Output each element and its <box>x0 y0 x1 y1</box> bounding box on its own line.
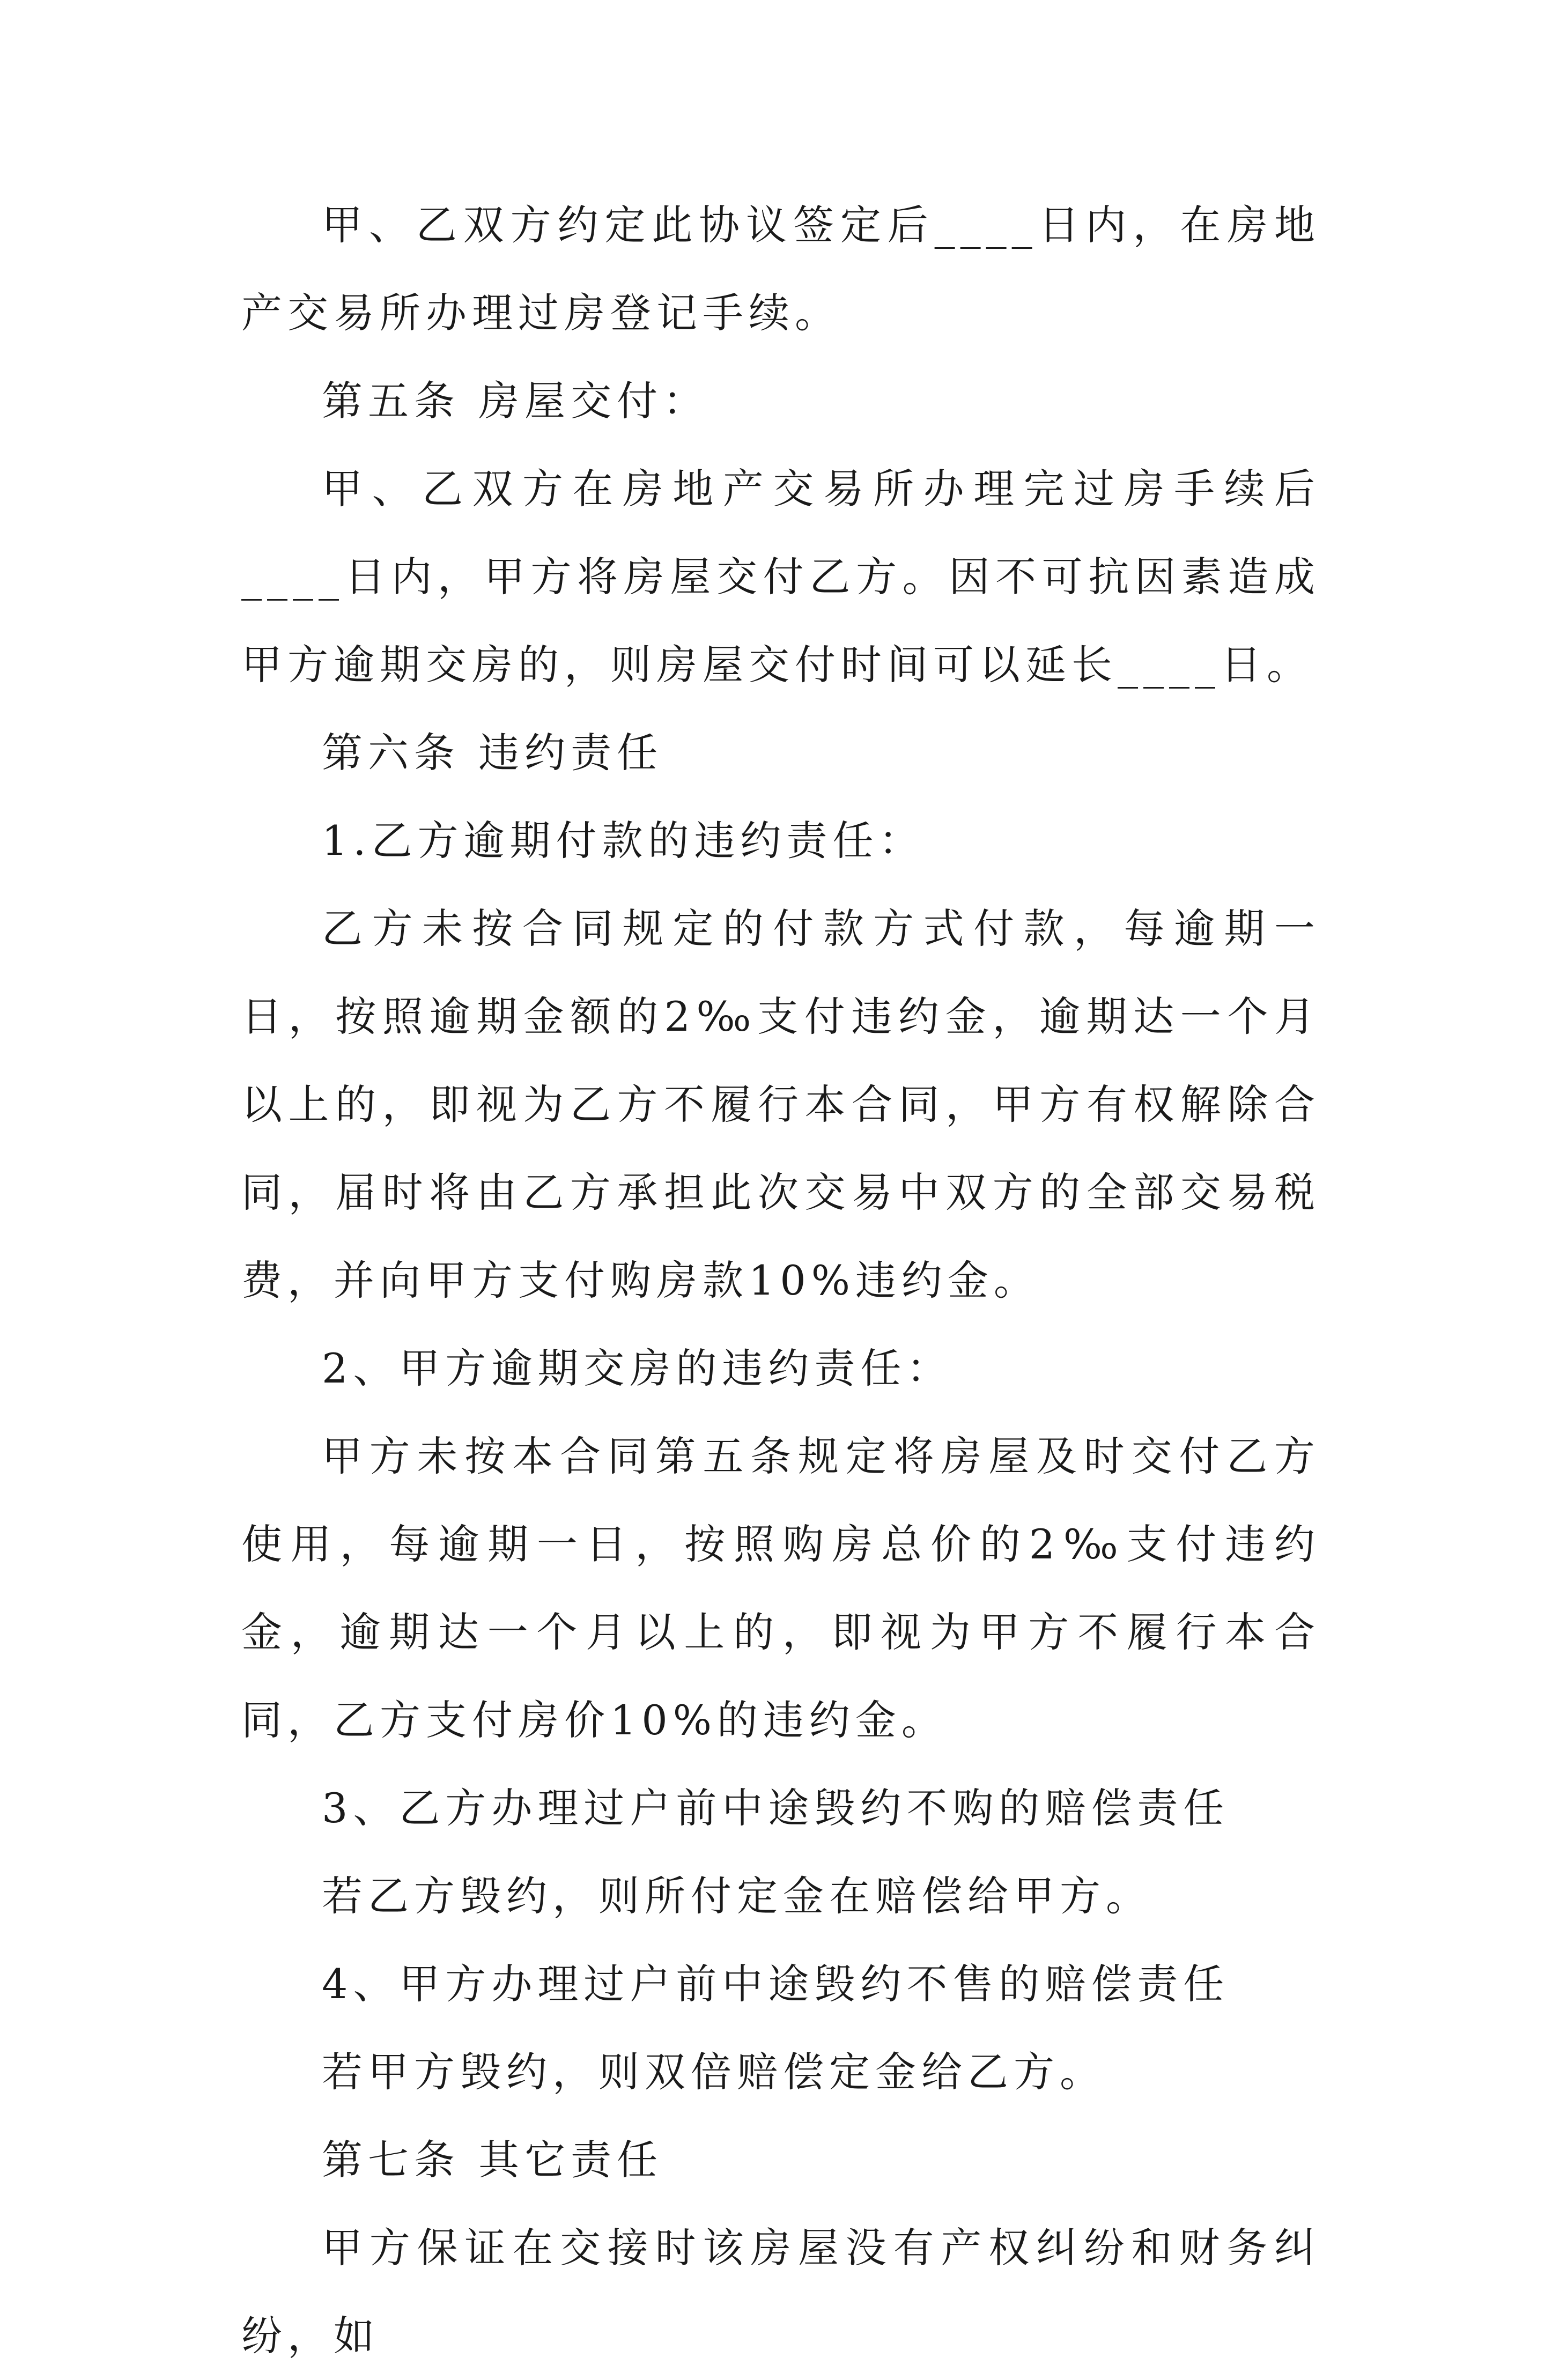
clause-1-heading: 1.乙方逾期付款的违约责任： <box>322 817 925 864</box>
clause-4-heading: 4、甲方办理过户前中途毁约不售的赔偿责任 <box>322 1960 1230 2008</box>
article-6-heading: 第六条 违约责任 <box>322 729 663 777</box>
contract-body <box>241 181 1320 2380</box>
paragraph-registration-deadline: 甲、乙双方约定此协议签定后____日内，在房地产交易所办理过房登记手续。 <box>241 201 1320 337</box>
paragraph-buyer-late-payment: 乙方未按合同规定的付款方式付款，每逾期一日，按照逾期金额的2‰支付违约金，逾期达一个月以上的，即视为乙方不履行本合同，甲方有权解除合同，届时将由乙方承担此次交易中双方的全部交易税费，并向甲方支付购房款10%违约金。 <box>241 905 1320 1304</box>
clause-2-heading: 2、甲方逾期交房的违约责任： <box>322 1344 953 1392</box>
article-5-heading: 第五条 房屋交付： <box>322 377 710 425</box>
article-7-heading: 第七条 其它责任 <box>322 2136 663 2184</box>
paragraph-seller-late-delivery: 甲方未按本合同第五条规定将房屋及时交付乙方使用，每逾期一日，按照购房总价的2‰支付违约金，逾期达一个月以上的，即视为甲方不履行本合同，乙方支付房价10%的违约金。 <box>241 1432 1320 1744</box>
clause-3-heading: 3、乙方办理过户前中途毁约不购的赔偿责任 <box>322 1784 1230 1832</box>
paragraph-buyer-default: 若乙方毁约，则所付定金在赔偿给甲方。 <box>322 1872 1152 1920</box>
paragraph-other-liabilities: 甲方保证在交接时该房屋没有产权纠纷和财务纠纷，如 <box>241 2224 1320 2360</box>
paragraph-seller-default: 若甲方毁约，则双倍赔偿定金给乙方。 <box>322 2048 1106 2096</box>
paragraph-house-delivery: 甲、乙双方在房地产交易所办理完过房手续后____日内，甲方将房屋交付乙方。因不可抗因素造成甲方逾期交房的，则房屋交付时间可以延长____日。 <box>241 465 1320 689</box>
